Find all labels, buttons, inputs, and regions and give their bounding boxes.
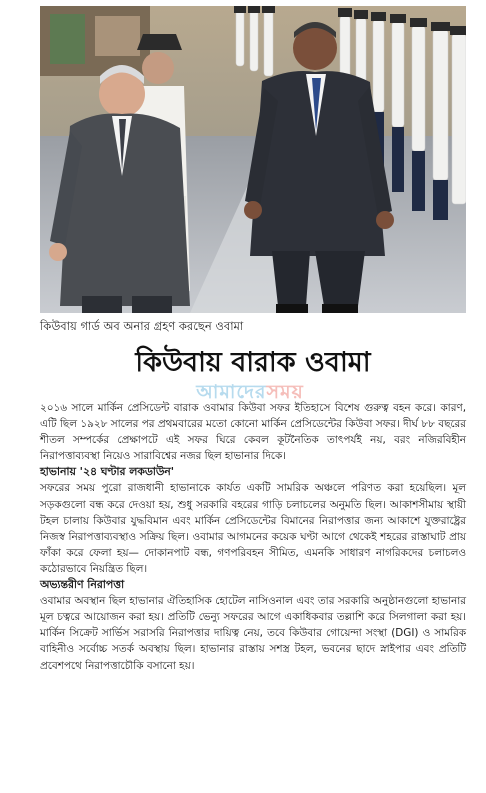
section-body-internal-security: ওবামার অবস্থান ছিল হাভানার ঐতিহাসিক হোটেল নাসিওনাল এবং তার সরকারি অনুষ্ঠানগুলো হাভানার মূল চত্বরে আয়োজন করা হয়। প্রতিটি ভেন্যু সফরের আগে একাধিকবার তল্লাশি করে সিলগালা করা হয়। মার্কিন সিক্রেট সার্ভিস সরাসরি নিরাপত্তার দায়িত্ব নেয়, তবে কিউবার গোয়েন্দা সংস্থা (DGI) ও সামরিক বাহিনীও সর্বোচ্চ সতর্ক অবস্থায় ছিল। হাভানার রাস্তায় সশস্ত্র টহল, ভবনের ছাদে স্নাইপার এবং প্রতিটি প্রবেশপথে নিরাপত্তাচৌকি বসানো হয়। <box>40 595 466 672</box>
photo-caption: কিউবায় গার্ড অব অনার গ্রহণ করছেন ওবামা <box>40 319 244 333</box>
news-photo-illustration <box>40 6 466 313</box>
watermark-part-a: আমাদের <box>196 381 267 403</box>
news-photo <box>40 6 466 313</box>
article-intro: ২০১৬ সালে মার্কিন প্রেসিডেন্ট বারাক ওবামার কিউবা সফর ইতিহাসে বিশেষ গুরুত্ব বহন করে। কারণ, এটি ছিল ১৯২৮ সালের পর প্রথমবারের মতো কোনো মার্কিন প্রেসিডেন্টের কিউবা সফর। দীর্ঘ ৮৮ বছরের শীতল সম্পর্কের প্রেক্ষাপটে এই সফর ঘিরে কেবল কূটনৈতিক তাৎপর্যই নয়, বরং নজিরবিহীন নিরাপত্তাব্যবস্থা নিয়েও সারাবিশ্বের নজর ছিল হাভানার দিকে। <box>40 402 466 463</box>
watermark-part-b: সময় <box>266 381 304 403</box>
article-headline: কিউবায় বারাক ওবামা <box>135 347 371 378</box>
section-body-lockdown: সফরের সময় পুরো রাজধানী হাভানাকে কার্যত একটি সামরিক অঞ্চলে পরিণত করা হয়েছিল। মূল সড়কগুলো বন্ধ করে দেওয়া হয়, শুধু সরকারি বহরের গাড়ি চলাচলের অনুমতি ছিল। আকাশসীমায় স্থায়ী টহল চালায় কিউবার যুদ্ধবিমান এবং মার্কিন প্রেসিডেন্টের বিমানের নিরাপত্তার জন্য আকাশে যুক্তরাষ্ট্রের নিজস্ব নিরাপত্তাব্যবস্থাও সক্রিয় ছিল। ওবামার আগমনের কয়েক ঘণ্টা আগে থেকেই শহরের রাস্তাঘাট প্রায় ফাঁকা করে ফেলা হয়— দোকানপাট বন্ধ, গণপরিবহন সীমিত, এমনকি সাধারণ নাগরিকদের চলাচলও কঠোরভাবে নিয়ন্ত্রিত ছিল। <box>40 482 466 575</box>
section-heading-lockdown: হাভানায় '২৪ ঘণ্টার লকডাউন' <box>40 465 175 479</box>
section-heading-internal-security: অভ্যন্তরীণ নিরাপত্তা <box>40 578 125 592</box>
article-body <box>40 400 466 674</box>
